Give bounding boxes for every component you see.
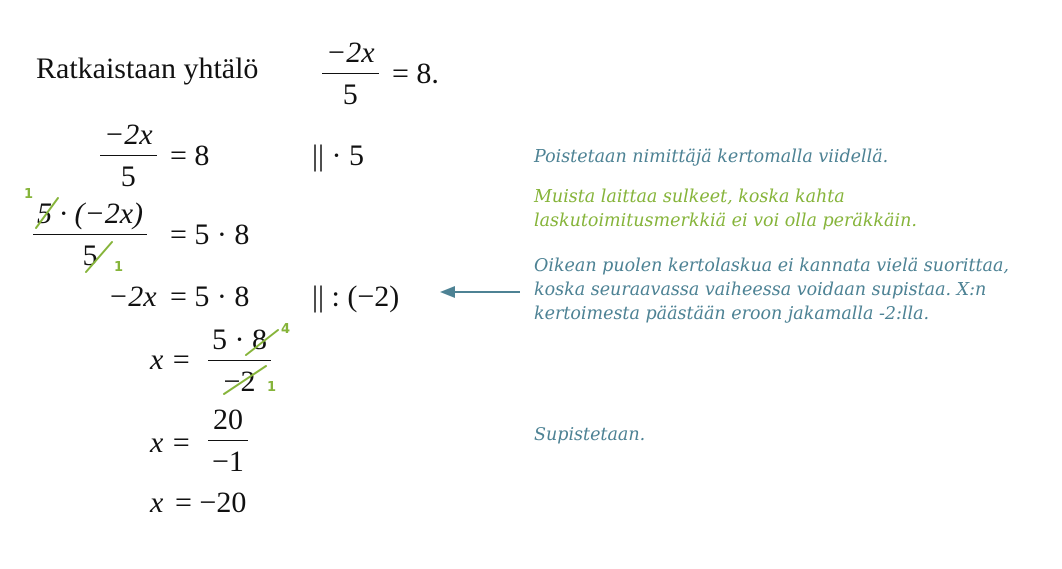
note-parentheses-line1: Muista laittaa sulkeet, koska kahta: [534, 187, 845, 207]
step6-lhs: x: [150, 486, 164, 519]
step6-rhs: = −20: [175, 486, 247, 519]
step2-fraction: [33, 199, 147, 271]
step3-operation: || : (−2): [312, 280, 400, 313]
step4-cancel-den-mark: 1: [267, 380, 277, 395]
step4-num: 5 · 8: [212, 323, 267, 356]
arrow-icon: [440, 286, 520, 298]
title-text: Ratkaistaan yhtälö: [36, 52, 259, 85]
step4-fraction: [208, 325, 271, 397]
title-tail: = 8.: [392, 57, 439, 90]
step2-cancel-den-mark: 1: [114, 260, 124, 275]
step4-den: −2: [223, 365, 256, 398]
title-fraction: [322, 38, 379, 110]
step1-rhs: = 8: [170, 139, 210, 172]
step5-lhs: x =: [150, 426, 192, 459]
step1-den: 5: [120, 160, 136, 193]
step1-operation: || · 5: [312, 139, 365, 172]
step2-den: 5: [82, 239, 98, 272]
title-frac-den: 5: [342, 78, 358, 111]
step3-lhs: −2x: [108, 280, 157, 313]
note-parentheses-line2: laskutoimitusmerkkiä ei voi olla peräkkäin.: [534, 211, 917, 231]
note-dont-multiply-line2: koska seuraavassa vaiheessa voidaan supistaa. X:n: [534, 280, 987, 300]
step1-num: −2x: [104, 118, 153, 151]
step2-cancel-num-mark: 1: [24, 187, 34, 202]
note-simplify: Supistetaan.: [534, 425, 646, 445]
step3-rhs: = 5 · 8: [170, 280, 250, 313]
step2-num: 5 · (−2x): [37, 197, 144, 230]
step4-lhs: x =: [150, 343, 192, 376]
note-dont-multiply-line3: kertoimesta päästään eroon jakamalla -2:lla.: [534, 304, 930, 324]
title-frac-num: −2x: [326, 36, 375, 69]
step1-fraction: [100, 120, 157, 192]
note-remove-denominator: Poistetaan nimittäjä kertomalla viidellä.: [534, 147, 889, 167]
step5-num: 20: [212, 403, 243, 436]
step5-den: −1: [212, 445, 244, 478]
step5-fraction: [208, 405, 248, 477]
note-dont-multiply-line1: Oikean puolen kertolaskua ei kannata vielä suorittaa,: [534, 256, 1009, 276]
step4-cancel-num-mark: 4: [281, 322, 291, 337]
step2-rhs: = 5 · 8: [170, 218, 250, 251]
